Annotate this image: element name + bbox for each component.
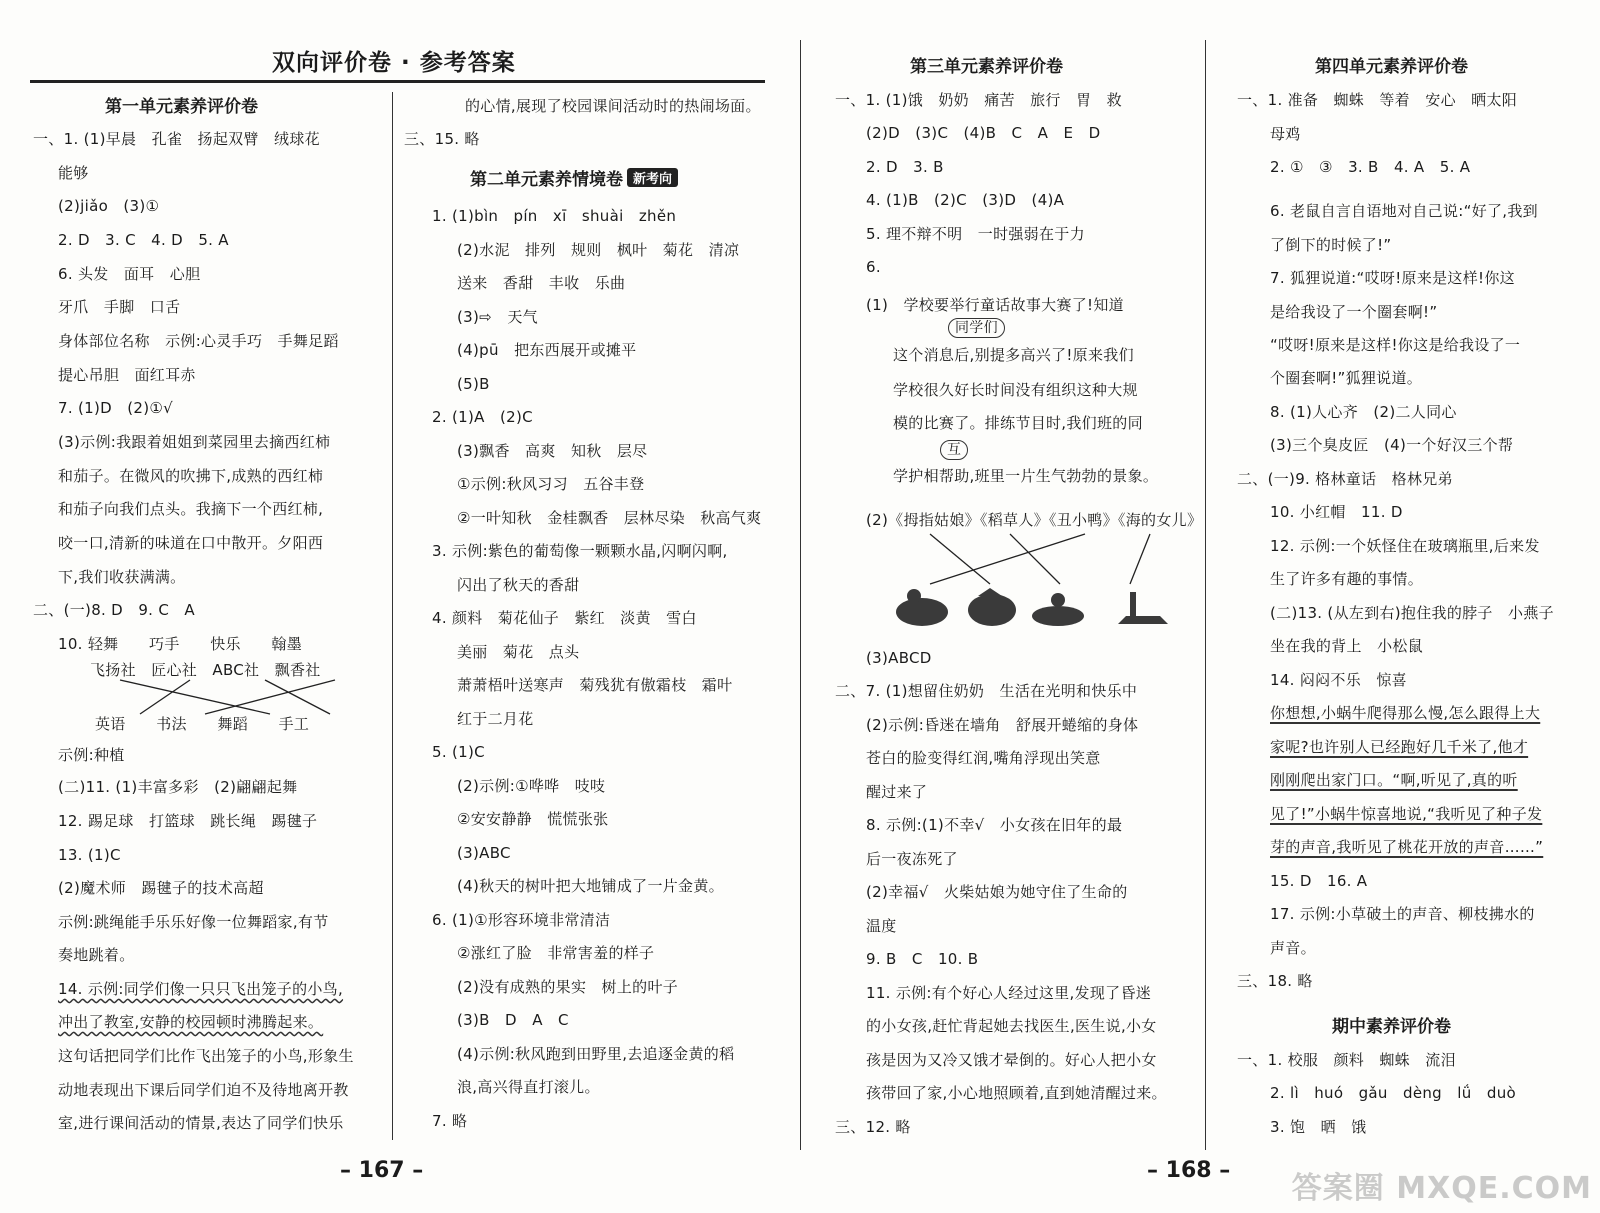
answer-line: 冲出了教室,安静的校园顿时沸腾起来。 [58, 1013, 324, 1031]
answer-line: 二、(一)8. D 9. C A [33, 601, 195, 619]
answer-line: 芽的声音,我听见了桃花开放的声音……” [1270, 838, 1544, 856]
answer-line: 17. 示例:小草破土的声音、柳枝拂水的 [1270, 905, 1535, 923]
answer-line: 了倒下的时候了!” [1270, 236, 1392, 254]
illustration-icons [890, 586, 1180, 632]
answer-line: 一、1. 校服 颜料 蜘蛛 流泪 [1237, 1051, 1456, 1069]
answer-line: 是给我设了一个圈套啊!” [1270, 303, 1438, 321]
answer-line: 2. D 3. B [866, 158, 944, 176]
answer-line: 你想想,小蜗牛爬得那么慢,怎么跟得上大 [1270, 704, 1541, 722]
answer-line: (3)ABCD [866, 649, 932, 667]
answer-line: (4)秋天的树叶把大地铺成了一片金黄。 [457, 877, 724, 895]
answer-line: “哎呀!原来是这样!你这是给我设了一 [1270, 336, 1521, 354]
answer-line: 6. 老鼠自言自语地对自己说:“好了,我到 [1270, 202, 1538, 220]
correction-mark [940, 440, 968, 460]
answer-line: 下,我们收获满满。 [58, 568, 186, 586]
answer-line: 2. (1)A (2)C [432, 408, 533, 426]
new-direction-badge: 新考向 [627, 168, 678, 187]
answer-line: 咬一口,清新的味道在口中散开。夕阳西 [58, 534, 324, 552]
answer-line: 5. (1)C [432, 743, 485, 761]
unit2-heading [470, 165, 678, 190]
answer-line: 示例:跳绳能手乐乐好像一位舞蹈家,有节 [58, 913, 329, 931]
answer-line: 温度 [866, 917, 897, 935]
answer-line: 浪,高兴得直打滚儿。 [457, 1078, 600, 1096]
answer-line: (二)13. (从左到右)抱住我的脖子 小燕子 [1270, 604, 1554, 622]
answer-line: (2)没有成熟的果实 树上的叶子 [457, 978, 679, 996]
answer-line: 的心情,展现了校园课间活动时的热闹场面。 [465, 97, 761, 115]
answer-line: 10. 小红帽 11. D [1270, 503, 1403, 521]
answer-line: (3)⇨ 天气 [457, 308, 538, 326]
answer-line: (3)飘香 高爽 知秋 层尽 [457, 442, 648, 460]
answer-line: 萧萧梧叶送寒声 菊残犹有傲霜枝 霜叶 [457, 676, 733, 694]
page-number-left: – 167 – [340, 1158, 424, 1183]
midterm-heading: 期中素养评价卷 [1332, 1017, 1451, 1037]
subject-names: 英语 书法 舞蹈 手工 [95, 715, 310, 733]
answer-line: 二、7. (1)想留住奶奶 生活在光明和快乐中 [835, 682, 1138, 700]
answer-line: (3)ABC [457, 844, 511, 862]
answer-line: (二)11. (1)丰富多彩 (2)翩翩起舞 [58, 778, 298, 796]
answer-line: 8. (1)人心齐 (2)二人同心 [1270, 403, 1457, 421]
answer-line: 4. (1)B (2)C (3)D (4)A [866, 191, 1065, 209]
answer-line: 后一夜冻死了 [866, 850, 958, 868]
answer-line: 5. 理不辩不明 一时强弱在于力 [866, 225, 1085, 243]
answer-line: 6. [866, 258, 881, 276]
matching-lines [80, 678, 360, 718]
answer-line: 孩是因为又冷又饿才晕倒的。好心人把小女 [866, 1051, 1157, 1069]
unit3-heading: 第三单元素养评价卷 [910, 57, 1063, 77]
answer-line: (5)B [457, 375, 490, 393]
answer-line: 个圈套啊!”狐狸说道。 [1270, 369, 1423, 387]
answer-line: 11. 示例:有个好心人经过这里,发现了昏迷 [866, 984, 1152, 1002]
answer-line: 这句话把同学们比作飞出笼子的小鸟,形象生 [58, 1047, 354, 1065]
answer-line: 三、15. 略 [404, 130, 480, 148]
left-page-title: 双向评价卷 · 参考答案 [272, 50, 516, 76]
answer-line: 12. 示例:一个妖怪住在玻璃瓶里,后来发 [1270, 537, 1540, 555]
answer-line: 家呢?也许别人已经跑好几千米了,他才 [1270, 738, 1529, 756]
answer-line: 示例:种植 [58, 746, 125, 764]
answer-line: 12. 踢足球 打篮球 跳长绳 踢毽子 [58, 812, 318, 830]
answer-line: (2)示例:昏迷在墙角 舒展开蜷缩的身体 [866, 716, 1139, 734]
correction-circle: 同学们 [948, 318, 1005, 338]
answer-line: 10. 轻舞 巧手 快乐 翰墨 [58, 635, 303, 653]
answer-line: ②安安静静 慌慌张张 [457, 810, 609, 828]
answer-line: 13. (1)C [58, 846, 121, 864]
answer-line: 一、1. (1)早晨 孔雀 扬起双臂 绒球花 [33, 130, 320, 148]
answer-line: 2. D 3. C 4. D 5. A [58, 231, 229, 249]
answer-line: 15. D 16. A [1270, 872, 1368, 890]
correction-mark [948, 318, 1005, 338]
column-divider-left [392, 92, 393, 1140]
answer-line: 一、1. (1)饿 奶奶 痛苦 旅行 胃 救 [835, 91, 1122, 109]
answer-line: 孩带回了家,小心地照顾着,直到她清醒过来。 [866, 1084, 1167, 1102]
answer-line: 6. (1)①形容环境非常清洁 [432, 911, 611, 929]
answer-line: 刚刚爬出家门口。“啊,听见了,真的听 [1270, 771, 1518, 789]
unit1-heading: 第一单元素养评价卷 [105, 97, 258, 117]
answer-line: 能够 [58, 164, 89, 182]
answer-line: (4)示例:秋风跑到田野里,去追逐金黄的稻 [457, 1045, 735, 1063]
answer-line: (3)三个臭皮匠 (4)一个好汉三个帮 [1270, 436, 1514, 454]
answer-line: 提心吊胆 面红耳赤 [58, 366, 196, 384]
answer-line: 2. lì huó gǎu dèng lǘ duò [1270, 1084, 1516, 1102]
answer-line: 3. 饱 晒 饿 [1270, 1118, 1367, 1136]
answer-line: 7. (1)D (2)①√ [58, 399, 174, 417]
answer-line: 醒过来了 [866, 783, 928, 801]
club-names: 飞扬社 匠心社 ABC社 飘香社 [90, 661, 321, 679]
site-watermark: 答案圈 MXQE.COM [1291, 1171, 1592, 1206]
answer-line: 美丽 菊花 点头 [457, 643, 580, 661]
books-line: (2)《拇指姑娘》《稻草人》《丑小鸭》《海的女儿》 [866, 511, 1203, 529]
answer-line: 和茄子向我们点头。我摘下一个西红柿, [58, 500, 324, 518]
answer-line: 苍白的脸变得红润,嘴角浮现出笑意 [866, 749, 1101, 767]
answer-line: (4)pū 把东西展开或摊平 [457, 341, 637, 359]
answer-line: 坐在我的背上 小松鼠 [1270, 637, 1424, 655]
answer-line: 母鸡 [1270, 125, 1301, 143]
answer-line: 动地表现出下课后同学们迫不及待地离开教 [58, 1081, 349, 1099]
answer-line: 室,进行课间活动的情景,表达了同学们快乐 [58, 1114, 344, 1132]
answer-line: 闪出了秋天的香甜 [457, 576, 580, 594]
unit4-heading: 第四单元素养评价卷 [1315, 57, 1468, 77]
answer-line: 14. 示例:同学们像一只只飞出笼子的小鸟, [58, 980, 344, 998]
story-line: 学校很久好长时间没有组织这种大规 [893, 381, 1138, 399]
answer-line: 1. (1)bìn pín xī shuài zhěn [432, 207, 677, 225]
answer-line: 的小女孩,赶忙背起她去找医生,医生说,小女 [866, 1017, 1157, 1035]
answer-line: 3. 示例:紫色的葡萄像一颗颗水晶,闪啊闪啊, [432, 542, 728, 560]
answer-line: (3)B D A C [457, 1011, 569, 1029]
answer-line: ①示例:秋风习习 五谷丰登 [457, 475, 645, 493]
answer-line: ②一叶知秋 金桂飘香 层林尽染 秋高气爽 [457, 509, 762, 527]
answer-line: (2)jiǎo (3)① [58, 197, 160, 215]
answer-line: ②涨红了脸 非常害羞的样子 [457, 944, 655, 962]
answer-line: 9. B C 10. B [866, 950, 979, 968]
answer-line: 奏地跳着。 [58, 946, 135, 964]
answer-line: 生了许多有趣的事情。 [1270, 570, 1424, 588]
answer-line: 14. 闷闷不乐 惊喜 [1270, 671, 1407, 689]
answer-line: (2)水泥 排列 规则 枫叶 菊花 清凉 [457, 241, 740, 259]
answer-line: (2)D (3)C (4)B C A E D [866, 124, 1101, 142]
correction-circle: 互 [940, 440, 968, 460]
answer-line: 和茄子。在微风的吹拂下,成熟的西红柿 [58, 467, 324, 485]
unit2-heading-text: 第二单元素养情境卷 [470, 170, 623, 190]
answer-line: 红于二月花 [457, 710, 534, 728]
answer-line: 声音。 [1270, 939, 1316, 957]
answer-line: 一、1. 准备 蜘蛛 等着 安心 晒太阳 [1237, 91, 1518, 109]
story-line: (1) 学校要举行童话故事大赛了!知道 [866, 296, 1124, 314]
answer-line: 2. ① ③ 3. B 4. A 5. A [1270, 158, 1471, 176]
answer-line: 7. 略 [432, 1112, 468, 1130]
page-number-right: – 168 – [1147, 1158, 1231, 1183]
answer-line: 身体部位名称 示例:心灵手巧 手舞足蹈 [58, 332, 339, 350]
answer-line: 8. 示例:(1)不幸√ 小女孩在旧年的最 [866, 816, 1123, 834]
answer-line: 6. 头发 面耳 心胆 [58, 265, 201, 283]
answer-line: 7. 狐狸说道:“哎呀!原来是这样!你这 [1270, 269, 1515, 287]
answer-line: 三、12. 略 [835, 1118, 911, 1136]
story-line: 这个消息后,别提多高兴了!原来我们 [893, 346, 1134, 364]
answer-line: 牙爪 手脚 口舌 [58, 298, 181, 316]
answer-line: 三、18. 略 [1237, 972, 1313, 990]
answer-line: 送来 香甜 丰收 乐曲 [457, 274, 626, 292]
column-divider-right [1205, 40, 1206, 1150]
answer-line: 4. 颜料 菊花仙子 紫红 淡黄 雪白 [432, 609, 697, 627]
answer-line: (3)示例:我跟着姐姐到菜园里去摘西红柿 [58, 433, 331, 451]
title-rule [30, 80, 765, 83]
answer-line: 二、(一)9. 格林童话 格林兄弟 [1237, 470, 1453, 488]
answer-line: (2)幸福√ 火柴姑娘为她守住了生命的 [866, 883, 1128, 901]
page-divider [800, 40, 801, 1150]
answer-line: 见了!”小蜗牛惊喜地说,“我听见了种子发 [1270, 805, 1543, 823]
answer-line: (2)魔术师 踢毽子的技术高超 [58, 879, 264, 897]
story-line: 学护相帮助,班里一片生气勃勃的景象。 [893, 467, 1159, 485]
matching-lines-books [890, 532, 1180, 592]
answer-line: (2)示例:①哗哗 吱吱 [457, 777, 606, 795]
story-line: 模的比赛了。排练节目时,我们班的同 [893, 414, 1143, 432]
